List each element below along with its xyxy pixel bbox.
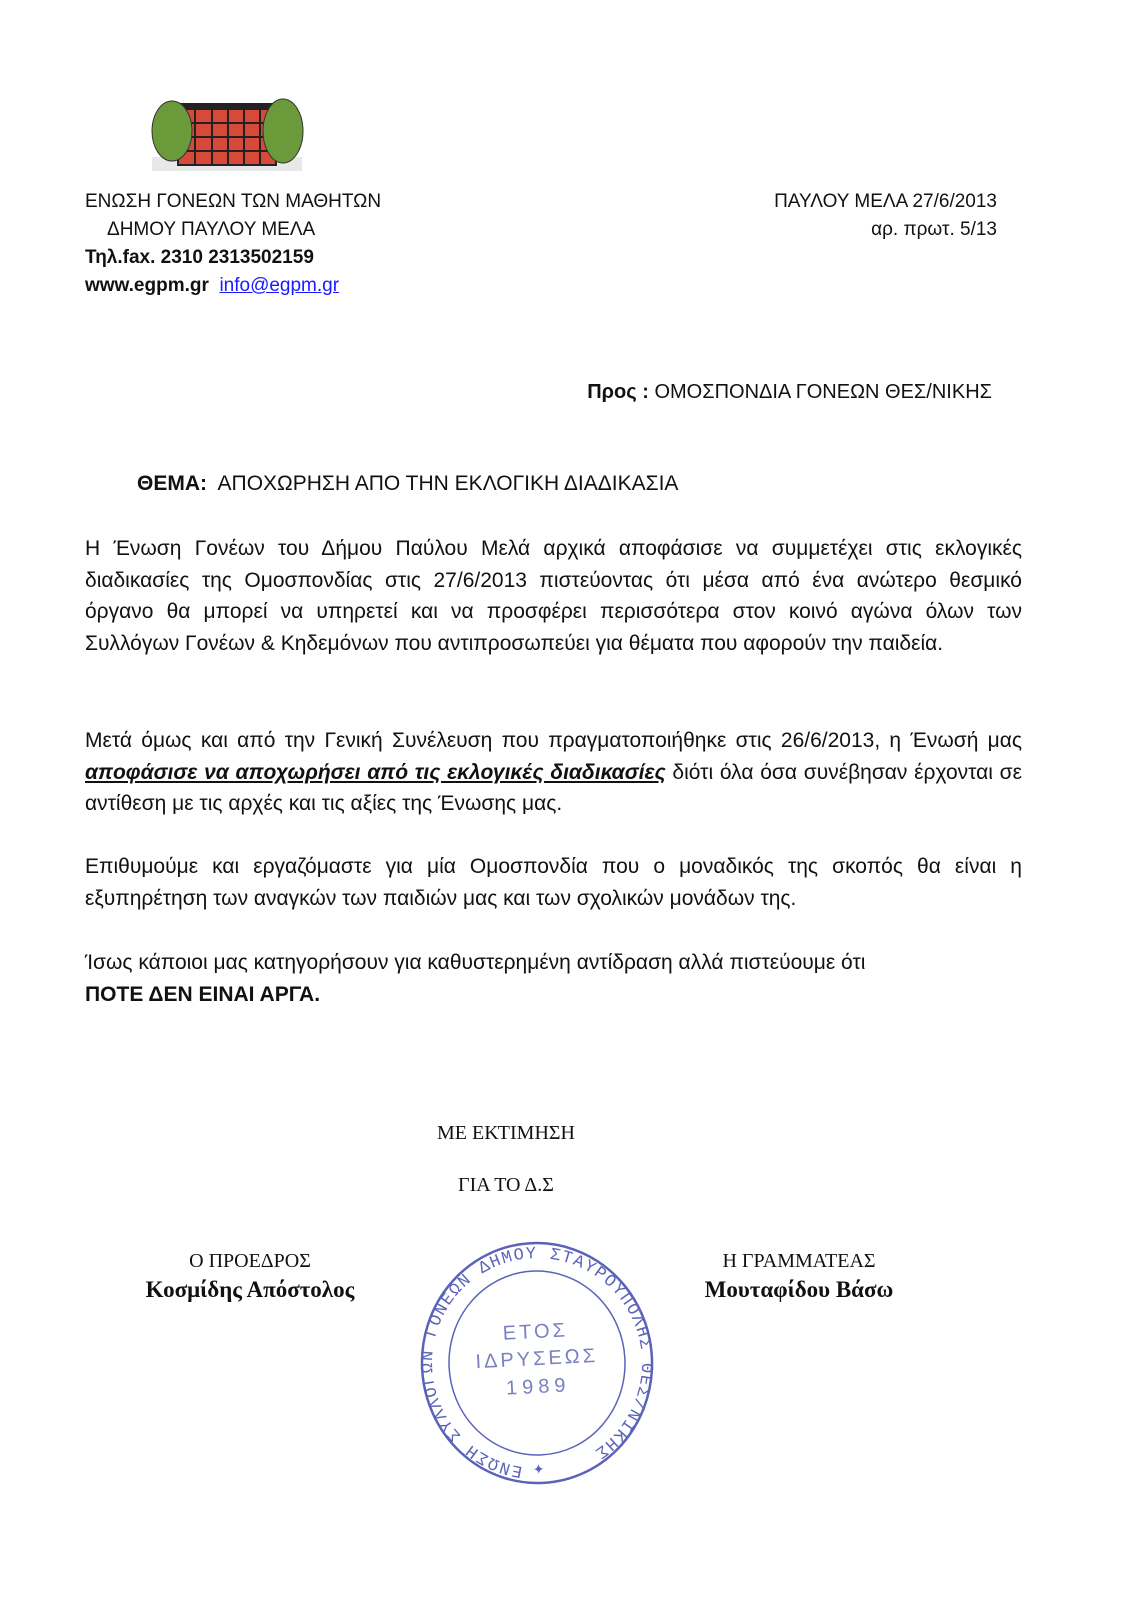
recipient-label: Προς :: [587, 381, 649, 403]
paragraph-4-bold: ΠΟΤΕ ΔΕΝ ΕΙΝΑΙ ΑΡΓΑ.: [85, 982, 321, 1006]
paragraph-4-text: Ίσως κάποιοι μας κατηγορήσουν για καθυστερημένη αντίδραση αλλά πιστεύουμε ότι: [85, 951, 866, 974]
president-name: Κοσμίδης Απόστολος: [145, 1277, 355, 1302]
subject-value: ΑΠΟΧΩΡΗΣΗ ΑΠΟ ΤΗΝ ΕΚΛΟΓΙΚΗ ΔΙΑΔΙΚΑΣΙΑ: [217, 472, 679, 495]
date-block: [774, 188, 997, 244]
recipient: [587, 381, 992, 404]
subject-label: ΘΕΜΑ:: [137, 472, 207, 495]
org-municipality: ΔΗΜΟΥ ΠΑΥΛΟΥ ΜΕΛΑ: [107, 219, 316, 240]
paragraph-2-text: Μετά όμως και από την Γενική Συνέλευση που πραγματοποιήθηκε στις 26/6/2013, η Ένωσή μας: [85, 729, 1022, 752]
stamp-ring-text: ΕΝΩΣΗ ΣΥΛΛΟΓΩΝ ΓΟΝΕΩΝ ΔΗΜΟΥ ΣΤΑΥΡΟΥΠΟΛΗΣ ΘΕΣ/ΝΙΚΗΣ: [418, 1244, 656, 1480]
closing-board: ΓΙΑ ΤΟ Δ.Σ: [458, 1174, 554, 1196]
official-stamp: [415, 1238, 660, 1493]
closing-regards: ΜΕ ΕΚΤΙΜΗΣΗ: [437, 1122, 575, 1144]
subject: [137, 472, 678, 496]
paragraph-3: Επιθυμούμε και εργαζόμαστε για μία Ομοσπονδία που ο μοναδικός της σκοπός θα είναι η εξυπηρέτηση των αναγκών των παιδιών μας και των σχολικών μονάδων της.: [85, 855, 1022, 910]
stamp-line-2: ΙΔΡΥΣΕΩΣ: [474, 1344, 599, 1374]
stamp-star-icon: ✦: [532, 1460, 545, 1478]
place-date: ΠΑΥΛΟΥ ΜΕΛΑ 27/6/2013: [774, 191, 997, 212]
president-title: Ο ΠΡΟΕΔΡΟΣ: [189, 1250, 311, 1272]
website: www.egpm.gr: [85, 275, 209, 296]
org-name: ΕΝΩΣΗ ΓΟΝΕΩΝ ΤΩΝ ΜΑΘΗΤΩΝ: [85, 191, 382, 212]
protocol-number: αρ. πρωτ. 5/13: [871, 219, 997, 240]
paragraph-2: [85, 725, 1022, 820]
stamp-line-3: 1989: [505, 1374, 572, 1400]
paragraph-4: [85, 947, 1022, 1010]
stamp-line-1: ΕΤΟΣ: [502, 1319, 569, 1345]
paragraph-2-text-end: διότι όλα όσα συνέβησαν έρχονται σε αντίθεση με τις αρχές και τις αξίες της Ένωσης μας.: [85, 760, 1022, 815]
president-signature: [130, 1250, 370, 1303]
secretary-name: Μουταφίδου Βάσω: [704, 1277, 894, 1302]
secretary-title: Η ΓΡΑΜΜΑΤΕΑΣ: [722, 1250, 876, 1272]
paragraph-2-emphasis: αποφάσισε να αποχωρήσει από τις εκλογικές διαδικασίες: [85, 760, 666, 784]
school-logo: [150, 95, 305, 175]
secretary-signature: [688, 1250, 910, 1303]
recipient-value: ΟΜΟΣΠΟΝΔΙΑ ΓΟΝΕΩΝ ΘΕΣ/ΝΙΚΗΣ: [654, 381, 992, 403]
email-link[interactable]: info@egpm.gr: [219, 275, 340, 296]
sender-block: [85, 188, 381, 300]
phone-fax: Τηλ.fax. 2310 2313502159: [85, 247, 314, 268]
paragraph-1: Η Ένωση Γονέων του Δήμου Παύλου Μελά αρχικά αποφάσισε να συμμετέχει στις εκλογικές διαδικασίες της Ομοσπονδίας στις 27/6/2013 πιστεύοντας ότι μέσα από ένα ανώτερο θεσμικό όργανο θα μπορεί να υπηρετεί και να προσφέρει περισσότερα στον κοινό αγώνα όλων των Συλλόγων Γονέων & Κηδεμόνων που αντιπροσωπεύει για θέματα που αφορούν την παιδεία.: [85, 537, 1022, 655]
